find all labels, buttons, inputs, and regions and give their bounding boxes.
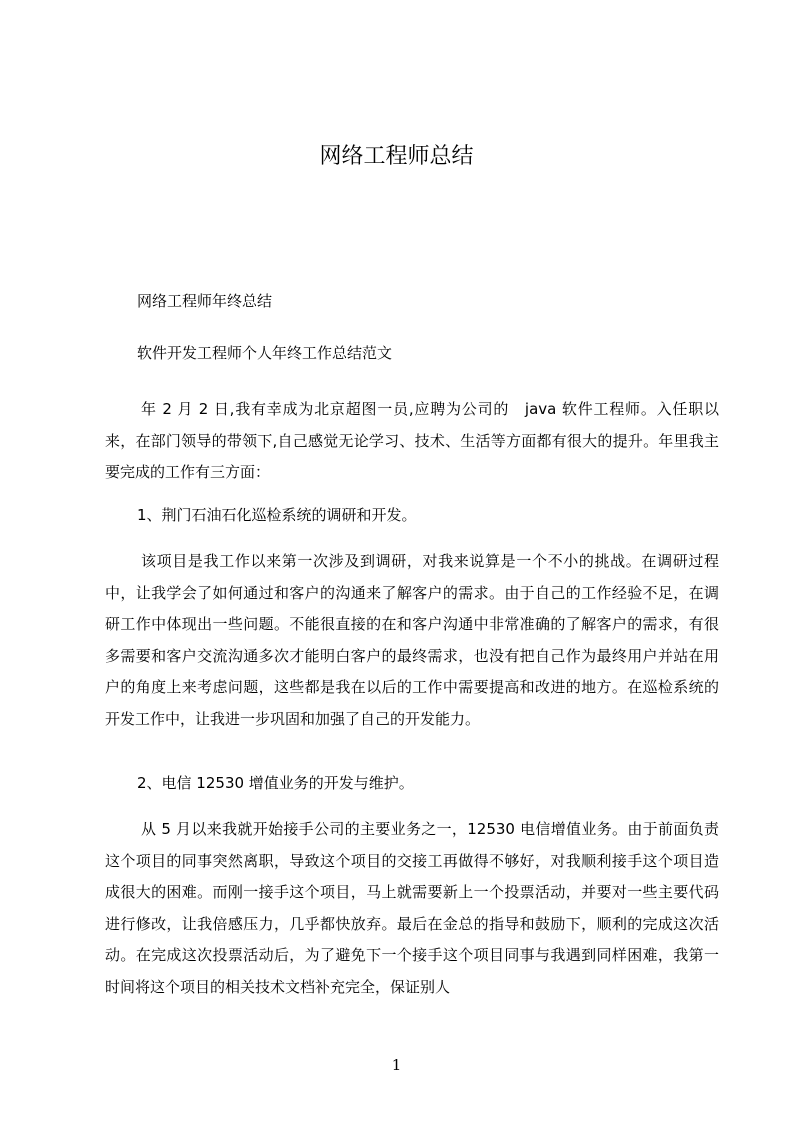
page-number: 1 bbox=[391, 1056, 402, 1074]
subtitle-software-engineer-summary: 软件开发工程师个人年终工作总结范文 bbox=[137, 344, 393, 362]
section-1-paragraph: 该项目是我工作以来第一次涉及到调研，对我来说算是一个不小的挑战。在调研过程中，让我学会了如何通过和客户的沟通来了解客户的需求。由于自己的工作经验不足，在调研工作中体现出一些问题。不能很直接的在和客户沟通中非常准确的了解客户的需求，有很多需要和客户交流沟通多次才能明白客户的最终需求，也没有把自己作为最终用户并站在用户的角度上来考虑问题，这些都是我在以后的工作中需要提高和改进的地方。在巡检系统的开发工作中，让我进一步巩固和加强了自己的开发能力。 bbox=[105, 552, 719, 728]
section-1-heading: 1、荆门石油石化巡检系统的调研和开发。 bbox=[137, 506, 417, 524]
document-title: 网络工程师总结 bbox=[319, 144, 474, 169]
section-2-heading: 2、电信 12530 增值业务的开发与维护。 bbox=[137, 774, 414, 792]
subtitle-annual-summary: 网络工程师年终总结 bbox=[137, 292, 273, 310]
intro-paragraph: 年 2 月 2 日,我有幸成为北京超图一员,应聘为公司的 java 软件工程师。入任职以来，在部门领导的带领下,自己感觉无论学习、技术、生活等方面都有很大的提升。年里我主要完成的工作有三方面： bbox=[105, 400, 719, 481]
section-2-paragraph: 从 5 月以来我就开始接手公司的主要业务之一，12530 电信增值业务。由于前面负责这个项目的同事突然离职，导致这个项目的交接工再做得不够好，对我顺利接手这个项目造成很大的困难。而刚一接手这个项目，马上就需要新上一个投票活动，并要对一些主要代码进行修改，让我倍感压力，几乎都快放弃。最后在金总的指导和鼓励下，顺利的完成这次活动。在完成这次投票活动后，为了避免下一个接手这个项目同事与我遇到同样困难，我第一时间将这个项目的相关技术文档补充完全，保证别人 bbox=[105, 820, 719, 996]
